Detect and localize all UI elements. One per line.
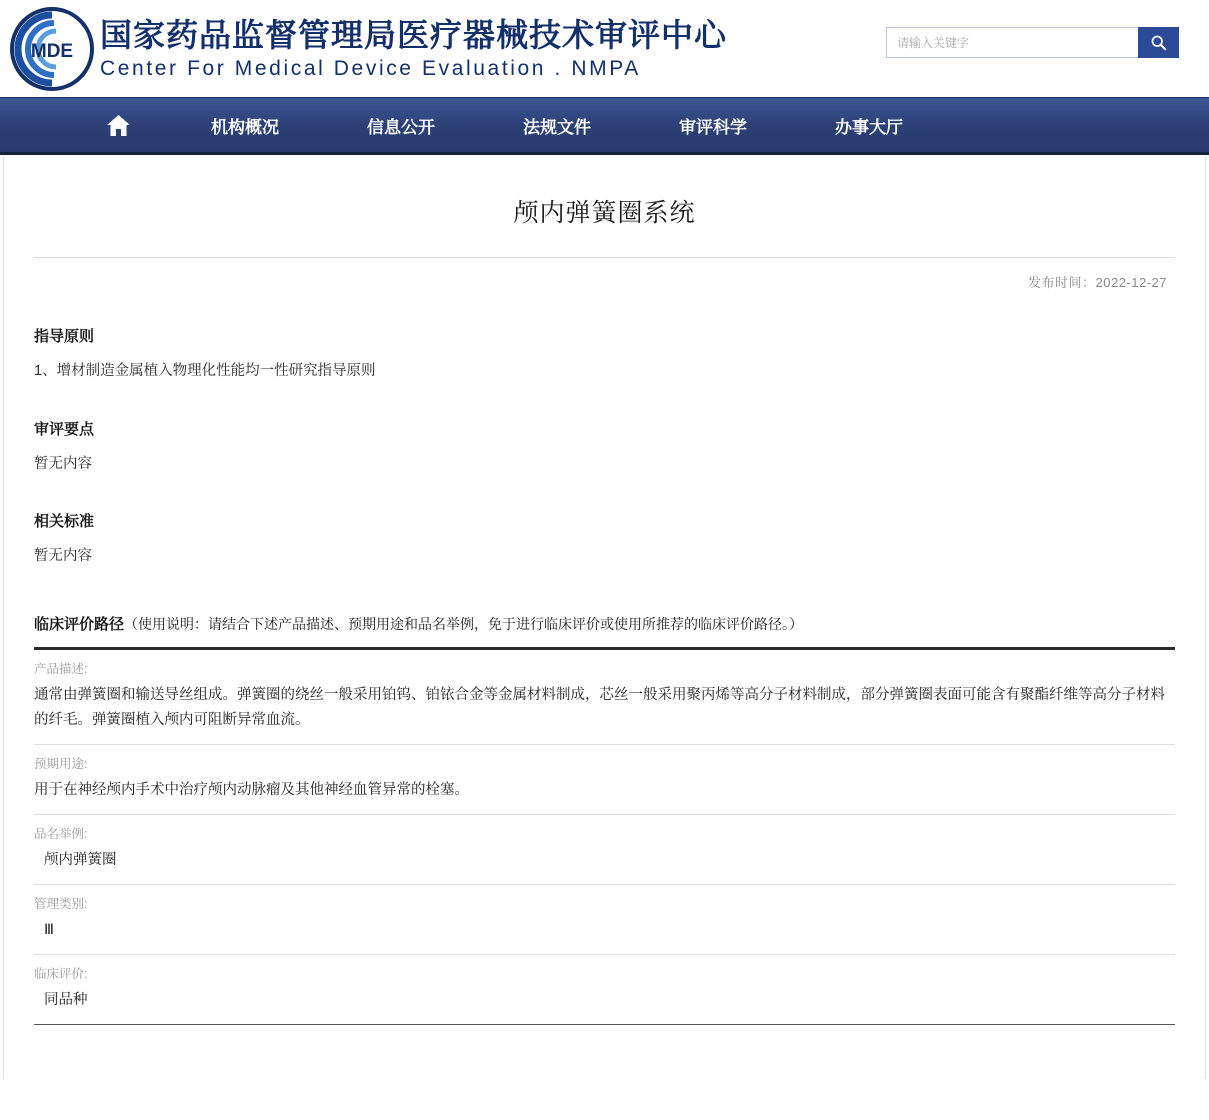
section-body: 暂无内容	[34, 548, 92, 565]
section-body: 暂无内容	[34, 455, 92, 472]
field-value: 颅内弹簧圈	[44, 851, 117, 868]
field-label: 产品描述:	[34, 661, 88, 676]
section-heading: 指导原则	[34, 328, 95, 345]
field-value: 用于在神经颅内手术中治疗颅内动脉瘤及其他神经血管异常的栓塞。	[34, 781, 469, 798]
site-logo[interactable]	[8, 7, 727, 91]
main-navigation	[0, 97, 1209, 155]
search-button[interactable]	[1138, 27, 1179, 58]
clinical-evaluation-note: （使用说明：请结合下述产品描述、预期用途和品名举例，免于进行临床评价或使用所推荐的临床评价路径。）	[124, 615, 804, 632]
field-value: 同品种	[44, 991, 88, 1008]
field-label: 管理类别:	[34, 896, 88, 911]
field-value: 通常由弹簧圈和输送导丝组成。弹簧圈的绕丝一般采用铂钨、铂铱合金等金属材料制成，芯丝一般采用聚丙烯等高分子材料制成，部分弹簧圈表面可能含有聚酯纤维等高分子材料的纤毛。弹簧圈植入颅内可阻断异常血流。	[34, 686, 1165, 728]
org-name-en: Center For Medical Device Evaluation . NMPA	[100, 56, 641, 80]
field-management-category	[34, 885, 1175, 955]
page-title: 颅内弹簧圈系统	[513, 199, 696, 227]
section-related-standards	[34, 510, 1175, 569]
home-icon	[106, 114, 131, 137]
section-heading: 相关标准	[34, 513, 95, 531]
field-clinical-evaluation	[34, 955, 1175, 1025]
nav-item-home[interactable]	[70, 98, 167, 153]
nav-item-regulations[interactable]: 法规文件	[523, 117, 591, 137]
clinical-evaluation-heading	[34, 613, 1175, 637]
svg-text:MDE: MDE	[30, 40, 74, 62]
section-review-points	[34, 418, 1175, 477]
document-page	[3, 155, 1206, 1055]
search-icon	[1150, 34, 1167, 51]
logo-text-block	[100, 15, 727, 82]
field-label: 预期用途:	[34, 756, 88, 771]
nav-item-info-disclosure[interactable]: 信息公开	[367, 117, 435, 137]
field-product-name-examples	[34, 815, 1175, 885]
publish-date	[34, 258, 1175, 291]
field-intended-use	[34, 745, 1175, 815]
cmde-logo-icon	[8, 7, 96, 91]
field-value: Ⅲ	[44, 921, 54, 938]
field-product-description	[34, 650, 1175, 745]
search-box[interactable]	[886, 27, 1179, 58]
org-name-cn: 国家药品监督管理局医疗器械技术审评中心	[100, 16, 728, 53]
section-body: 1、增材制造金属植入物理化性能均一性研究指导原则	[34, 363, 376, 379]
section-heading: 审评要点	[34, 420, 95, 438]
nav-item-org-overview[interactable]: 机构概况	[211, 117, 279, 137]
field-label: 临床评价:	[34, 966, 88, 981]
clinical-evaluation-title: 临床评价路径	[34, 615, 125, 633]
nav-item-review-science[interactable]: 审评科学	[679, 117, 747, 137]
page-bottom-spacer	[3, 1055, 1206, 1079]
field-label: 品名举例:	[34, 826, 88, 841]
section-guiding-principles	[34, 325, 1175, 384]
publish-date-label: 发布时间：	[1027, 275, 1096, 290]
nav-item-service-hall[interactable]: 办事大厅	[835, 117, 903, 137]
publish-date-value: 2022-12-27	[1095, 275, 1167, 290]
site-header	[0, 0, 1209, 97]
search-input[interactable]	[886, 27, 1138, 58]
